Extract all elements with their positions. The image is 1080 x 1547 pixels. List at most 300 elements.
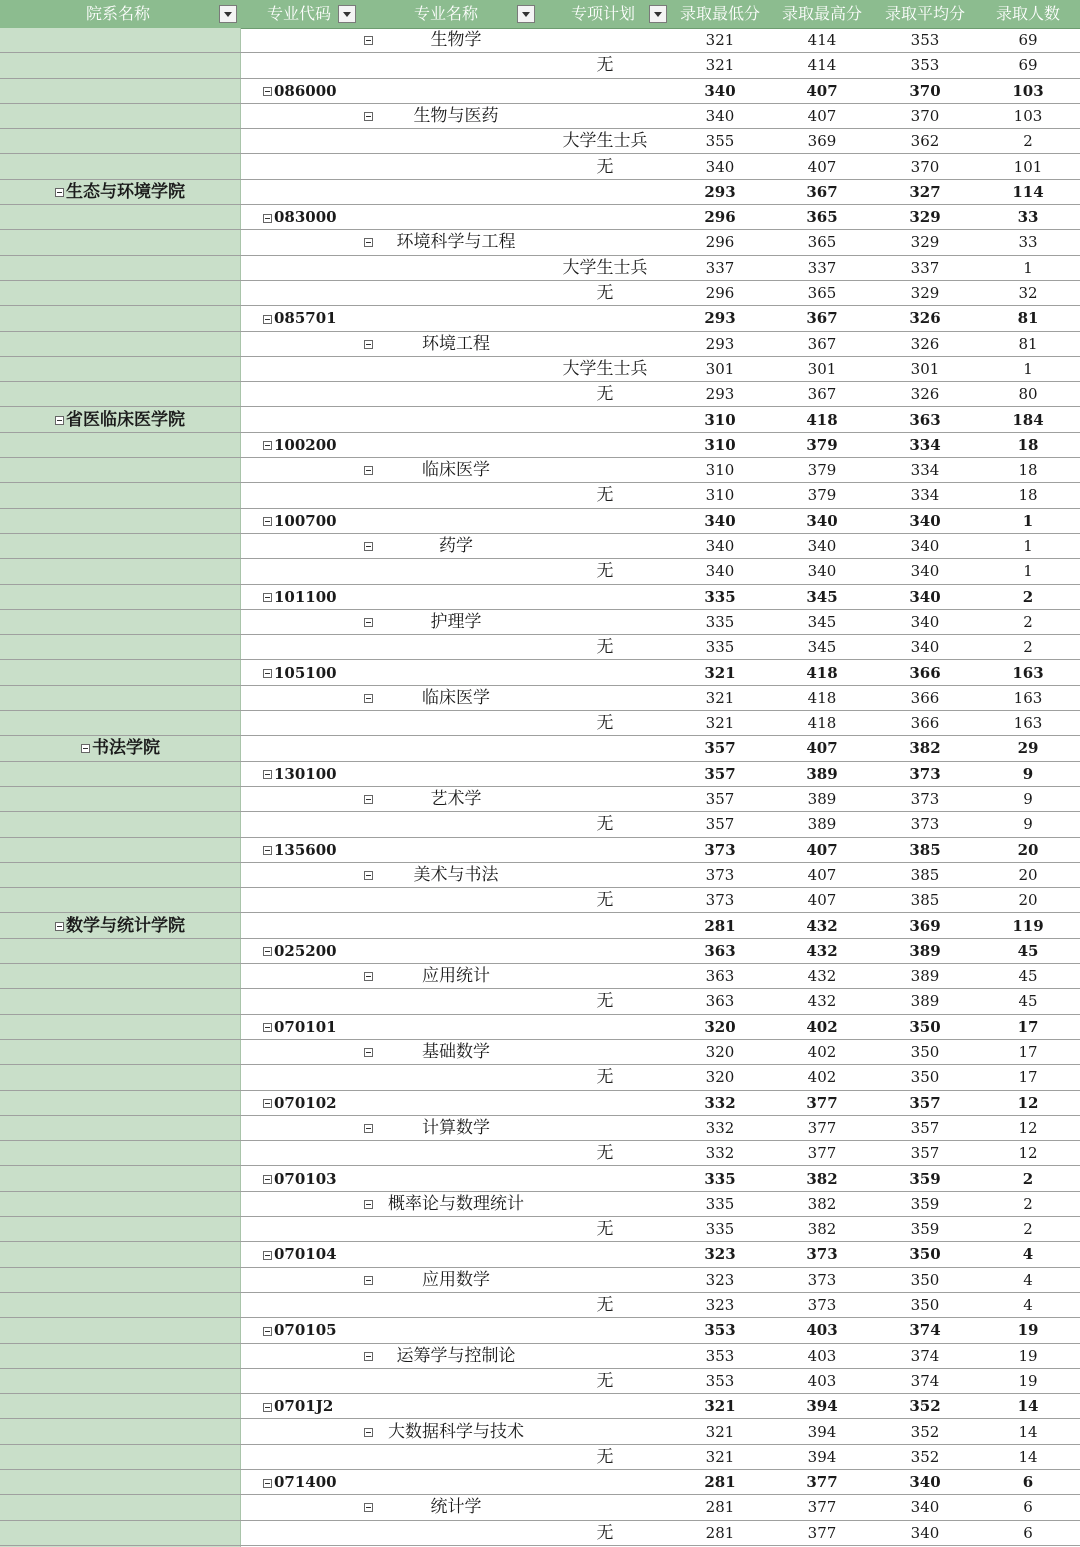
avg-score: 326 xyxy=(909,309,941,328)
major-name: 应用数学 xyxy=(422,1269,490,1290)
max-score: 432 xyxy=(806,916,838,935)
max-score: 407 xyxy=(807,865,837,884)
avg-score: 385 xyxy=(910,891,940,910)
min-score: 320 xyxy=(705,1043,735,1061)
table-row xyxy=(0,964,1080,989)
min-score: 332 xyxy=(705,1144,735,1163)
major-name: 统计学 xyxy=(430,1497,482,1518)
avg-score: 327 xyxy=(909,182,941,201)
special-plan: 无 xyxy=(596,55,614,76)
collapse-toggle-icon[interactable] xyxy=(263,214,272,223)
header-code: 专业代码 xyxy=(267,4,332,23)
min-score: 335 xyxy=(704,587,736,606)
min-score: 373 xyxy=(705,865,735,884)
avg-score: 370 xyxy=(909,81,941,100)
max-score: 340 xyxy=(807,562,837,581)
avg-score: 340 xyxy=(910,537,940,555)
major-code-cell xyxy=(263,661,337,686)
plan-filter-dropdown-icon[interactable] xyxy=(649,5,667,23)
max-score: 418 xyxy=(807,688,837,707)
special-plan-cell xyxy=(545,1369,665,1394)
collapse-toggle-icon[interactable] xyxy=(364,871,373,880)
max-score: 365 xyxy=(806,208,838,227)
max-score: 407 xyxy=(807,157,837,176)
min-score: 335 xyxy=(705,612,735,631)
admit-count: 2 xyxy=(1022,587,1034,606)
min-score: 310 xyxy=(705,486,735,505)
min-score: 363 xyxy=(705,992,735,1011)
admit-count: 184 xyxy=(1012,410,1044,429)
table-row xyxy=(0,205,1080,230)
major-name: 药学 xyxy=(439,536,473,556)
min-score: 320 xyxy=(704,1017,736,1036)
max-score: 414 xyxy=(807,56,837,75)
min-score: 353 xyxy=(704,1321,736,1340)
max-score: 377 xyxy=(807,1498,837,1517)
avg-score: 357 xyxy=(910,1144,940,1163)
major-code-cell xyxy=(263,1318,337,1343)
admit-count: 19 xyxy=(1018,1346,1038,1365)
admit-count: 18 xyxy=(1018,461,1038,480)
major-code: 070101 xyxy=(274,1017,337,1036)
major-code: 071400 xyxy=(274,1473,337,1492)
table-row xyxy=(0,989,1080,1014)
avg-score: 350 xyxy=(910,1043,940,1061)
special-plan-cell xyxy=(545,1445,665,1470)
table-row xyxy=(0,1116,1080,1141)
admit-count: 33 xyxy=(1017,208,1039,227)
collapse-toggle-icon[interactable] xyxy=(55,416,64,425)
table-row xyxy=(0,433,1080,458)
max-score: 394 xyxy=(807,1422,837,1441)
max-score: 432 xyxy=(807,967,837,986)
min-score: 293 xyxy=(705,334,735,353)
min-score: 320 xyxy=(705,1068,735,1087)
table-row xyxy=(0,1015,1080,1040)
major-name-cell xyxy=(376,1495,536,1520)
min-score: 321 xyxy=(705,31,735,49)
admit-count: 20 xyxy=(1018,865,1038,884)
major-code-cell xyxy=(263,585,337,610)
min-score: 321 xyxy=(704,1397,736,1416)
min-score: 373 xyxy=(705,891,735,910)
special-plan: 无 xyxy=(596,156,614,177)
admit-count: 29 xyxy=(1017,739,1039,758)
major-name: 大数据科学与技术 xyxy=(388,1421,524,1442)
collapse-toggle-icon[interactable] xyxy=(263,1175,272,1184)
collapse-toggle-icon[interactable] xyxy=(364,1428,373,1437)
header-min: 录取最低分 xyxy=(680,4,761,23)
major-name-cell xyxy=(376,1268,536,1293)
major-name: 美术与书法 xyxy=(413,864,499,885)
collapse-toggle-icon[interactable] xyxy=(55,188,64,197)
admit-count: 12 xyxy=(1018,1118,1038,1137)
avg-score: 389 xyxy=(910,992,940,1011)
collapse-toggle-icon[interactable] xyxy=(55,922,64,931)
table-row xyxy=(0,180,1080,205)
table-row xyxy=(0,230,1080,255)
collapse-toggle-icon[interactable] xyxy=(263,846,272,855)
major-code-cell xyxy=(263,1091,337,1116)
special-plan: 无 xyxy=(596,814,614,835)
admit-count: 20 xyxy=(1017,840,1039,859)
college-filter-dropdown-icon[interactable] xyxy=(219,5,237,23)
collapse-toggle-icon[interactable] xyxy=(364,972,373,981)
table-row xyxy=(0,686,1080,711)
admit-count: 1 xyxy=(1023,562,1033,581)
special-plan-cell xyxy=(545,281,665,306)
avg-score: 329 xyxy=(909,208,941,227)
table-row xyxy=(0,332,1080,357)
header-row xyxy=(0,0,1080,29)
min-score: 293 xyxy=(704,182,736,201)
special-plan-cell xyxy=(545,357,665,382)
collapse-toggle-icon[interactable] xyxy=(263,1479,272,1488)
major-code: 085701 xyxy=(274,309,337,328)
major-name-cell xyxy=(376,230,536,255)
table-row xyxy=(0,104,1080,129)
min-score: 323 xyxy=(705,1270,735,1289)
collapse-toggle-icon[interactable] xyxy=(263,315,272,324)
avg-score: 359 xyxy=(909,1169,941,1188)
max-score: 394 xyxy=(806,1397,838,1416)
major-filter-dropdown-icon[interactable] xyxy=(517,5,535,23)
admit-count: 81 xyxy=(1017,309,1039,328)
admit-count: 2 xyxy=(1023,612,1033,631)
special-plan: 无 xyxy=(596,1067,614,1088)
avg-score: 385 xyxy=(910,865,940,884)
collapse-toggle-icon[interactable] xyxy=(364,1352,373,1361)
special-plan-cell xyxy=(545,1065,665,1090)
special-plan-cell xyxy=(545,812,665,837)
table-row xyxy=(0,711,1080,736)
major-code: 100700 xyxy=(274,511,337,530)
major-code-cell xyxy=(263,509,337,534)
avg-score: 363 xyxy=(909,410,941,429)
max-score: 407 xyxy=(806,840,838,859)
admit-count: 4 xyxy=(1023,1296,1033,1314)
collapse-toggle-icon[interactable] xyxy=(263,87,272,96)
special-plan: 大学生士兵 xyxy=(562,358,648,379)
table-row xyxy=(0,1091,1080,1116)
college-label xyxy=(0,180,185,205)
max-score: 407 xyxy=(807,891,837,910)
min-score: 357 xyxy=(704,739,736,758)
max-score: 379 xyxy=(806,435,838,454)
collapse-toggle-icon[interactable] xyxy=(364,1503,373,1512)
admit-count: 2 xyxy=(1023,132,1033,151)
max-score: 418 xyxy=(806,663,838,682)
avg-score: 359 xyxy=(910,1220,940,1239)
admit-count: 45 xyxy=(1017,941,1039,960)
collapse-toggle-icon[interactable] xyxy=(263,1403,272,1412)
major-name-cell xyxy=(376,104,536,129)
collapse-toggle-icon[interactable] xyxy=(263,1251,272,1260)
special-plan: 大学生士兵 xyxy=(562,131,648,152)
table-row xyxy=(0,888,1080,913)
avg-score: 340 xyxy=(909,1473,941,1492)
avg-score: 366 xyxy=(910,714,940,733)
collapse-toggle-icon[interactable] xyxy=(364,618,373,627)
admit-count: 2 xyxy=(1022,1169,1034,1188)
min-score: 321 xyxy=(705,688,735,707)
min-score: 281 xyxy=(704,1473,736,1492)
admit-count: 2 xyxy=(1023,1194,1033,1213)
special-plan-cell xyxy=(545,129,665,154)
special-plan-cell xyxy=(545,559,665,584)
collapse-toggle-icon[interactable] xyxy=(263,1023,272,1032)
table-row xyxy=(0,1268,1080,1293)
avg-score: 352 xyxy=(910,1422,940,1441)
major-code-cell xyxy=(263,205,337,230)
college-name: 省医临床医学院 xyxy=(66,409,185,430)
max-score: 403 xyxy=(807,1371,837,1390)
avg-score: 340 xyxy=(910,638,940,657)
collapse-toggle-icon[interactable] xyxy=(81,744,90,753)
max-score: 377 xyxy=(807,1523,837,1542)
avg-score: 334 xyxy=(910,486,940,505)
collapse-toggle-icon[interactable] xyxy=(364,795,373,804)
table-row xyxy=(0,382,1080,407)
special-plan-cell xyxy=(545,382,665,407)
max-score: 345 xyxy=(807,612,837,631)
avg-score: 370 xyxy=(910,157,940,176)
table-row xyxy=(0,1318,1080,1343)
avg-score: 370 xyxy=(910,106,940,125)
major-code: 0701J2 xyxy=(274,1397,334,1416)
min-score: 310 xyxy=(704,410,736,429)
admit-count: 80 xyxy=(1018,385,1038,404)
admit-count: 81 xyxy=(1018,334,1038,353)
major-code-cell xyxy=(263,939,337,964)
avg-score: 352 xyxy=(909,1397,941,1416)
special-plan: 无 xyxy=(596,283,614,303)
major-name-cell xyxy=(376,686,536,711)
min-score: 363 xyxy=(704,941,736,960)
special-plan: 无 xyxy=(596,713,614,734)
major-code: 130100 xyxy=(274,764,337,783)
major-name-cell xyxy=(376,964,536,989)
major-name-cell xyxy=(376,458,536,483)
special-plan-cell xyxy=(545,711,665,736)
major-name-cell xyxy=(376,1344,536,1369)
table-row xyxy=(0,661,1080,686)
max-score: 367 xyxy=(807,385,837,404)
table-row xyxy=(0,155,1080,180)
collapse-toggle-icon[interactable] xyxy=(263,770,272,779)
collapse-toggle-icon[interactable] xyxy=(364,36,373,45)
min-score: 301 xyxy=(705,359,735,378)
major-name: 应用统计 xyxy=(422,966,490,987)
special-plan: 无 xyxy=(596,1522,614,1543)
admit-count: 163 xyxy=(1013,688,1043,707)
table-row xyxy=(0,1394,1080,1419)
major-name: 临床医学 xyxy=(422,460,490,481)
header-avg: 录取平均分 xyxy=(885,4,966,23)
admit-count: 17 xyxy=(1018,1043,1038,1061)
table-row xyxy=(0,914,1080,939)
admit-count: 18 xyxy=(1018,486,1038,505)
table-row xyxy=(0,129,1080,154)
major-code-cell xyxy=(263,1015,337,1040)
major-code-cell xyxy=(263,762,337,787)
table-row xyxy=(0,1040,1080,1065)
major-name-cell xyxy=(376,863,536,888)
college-label xyxy=(0,914,185,939)
collapse-toggle-icon[interactable] xyxy=(263,441,272,450)
collapse-toggle-icon[interactable] xyxy=(364,1200,373,1209)
avg-score: 329 xyxy=(910,233,940,252)
max-score: 402 xyxy=(807,1043,837,1061)
min-score: 335 xyxy=(705,638,735,657)
max-score: 367 xyxy=(807,334,837,353)
table-row xyxy=(0,281,1080,306)
avg-score: 359 xyxy=(910,1194,940,1213)
avg-score: 350 xyxy=(909,1245,941,1264)
major-code: 105100 xyxy=(274,663,337,682)
table-row xyxy=(0,408,1080,433)
major-name-cell xyxy=(376,787,536,812)
collapse-toggle-icon[interactable] xyxy=(263,593,272,602)
admit-count: 114 xyxy=(1012,182,1044,201)
max-score: 340 xyxy=(806,511,838,530)
avg-score: 340 xyxy=(909,511,941,530)
major-code-cell xyxy=(263,1470,337,1495)
special-plan-cell xyxy=(545,1293,665,1318)
collapse-toggle-icon[interactable] xyxy=(364,542,373,551)
table-row xyxy=(0,787,1080,812)
major-name-cell xyxy=(376,28,536,53)
admit-count: 103 xyxy=(1013,106,1043,125)
table-row xyxy=(0,1369,1080,1394)
collapse-toggle-icon[interactable] xyxy=(263,1327,272,1336)
avg-score: 389 xyxy=(910,967,940,986)
min-score: 296 xyxy=(705,233,735,252)
header-college: 院系名称 xyxy=(86,4,151,23)
collapse-toggle-icon[interactable] xyxy=(263,1099,272,1108)
admit-count: 69 xyxy=(1018,31,1038,49)
avg-score: 382 xyxy=(909,739,941,758)
min-score: 357 xyxy=(705,790,735,808)
header-count: 录取人数 xyxy=(996,4,1061,23)
admit-count: 9 xyxy=(1023,790,1033,808)
max-score: 389 xyxy=(807,790,837,808)
min-score: 340 xyxy=(705,537,735,555)
table-row xyxy=(0,559,1080,584)
table-row xyxy=(0,1344,1080,1369)
major-code: 135600 xyxy=(274,840,337,859)
collapse-toggle-icon[interactable] xyxy=(364,1048,373,1057)
max-score: 389 xyxy=(807,815,837,834)
table-row xyxy=(0,1521,1080,1546)
min-score: 281 xyxy=(705,1523,735,1542)
max-score: 418 xyxy=(807,714,837,733)
collapse-toggle-icon[interactable] xyxy=(364,466,373,475)
max-score: 337 xyxy=(807,258,837,277)
admit-count: 163 xyxy=(1012,663,1044,682)
collapse-toggle-icon[interactable] xyxy=(364,1124,373,1133)
max-score: 373 xyxy=(806,1245,838,1264)
admit-count: 1 xyxy=(1022,511,1034,530)
admit-count: 119 xyxy=(1012,916,1044,935)
major-code: 070105 xyxy=(274,1321,337,1340)
collapse-toggle-icon[interactable] xyxy=(364,112,373,121)
max-score: 389 xyxy=(806,764,838,783)
min-score: 340 xyxy=(705,562,735,581)
avg-score: 373 xyxy=(910,815,940,834)
collapse-toggle-icon[interactable] xyxy=(364,238,373,247)
major-name-cell xyxy=(376,1116,536,1141)
max-score: 407 xyxy=(806,81,838,100)
major-code: 070104 xyxy=(274,1245,337,1264)
min-score: 323 xyxy=(705,1296,735,1314)
special-plan: 无 xyxy=(596,485,614,506)
max-score: 382 xyxy=(807,1220,837,1239)
admit-count: 9 xyxy=(1022,764,1034,783)
special-plan: 无 xyxy=(596,1370,614,1391)
collapse-toggle-icon[interactable] xyxy=(364,694,373,703)
avg-score: 326 xyxy=(910,385,940,404)
avg-score: 389 xyxy=(909,941,941,960)
collapse-toggle-icon[interactable] xyxy=(364,1276,373,1285)
major-code: 086000 xyxy=(274,81,337,100)
admit-count: 12 xyxy=(1018,1144,1038,1163)
avg-score: 326 xyxy=(910,334,940,353)
special-plan: 无 xyxy=(596,991,614,1012)
collapse-toggle-icon[interactable] xyxy=(263,669,272,678)
table-row xyxy=(0,1192,1080,1217)
max-score: 432 xyxy=(807,992,837,1011)
min-score: 321 xyxy=(704,663,736,682)
min-score: 353 xyxy=(705,1346,735,1365)
admit-count: 19 xyxy=(1018,1371,1038,1390)
min-score: 355 xyxy=(705,132,735,151)
collapse-toggle-icon[interactable] xyxy=(263,947,272,956)
min-score: 296 xyxy=(705,284,735,302)
table-row xyxy=(0,736,1080,761)
min-score: 321 xyxy=(705,1422,735,1441)
admit-count: 32 xyxy=(1018,284,1038,302)
major-name: 生物与医药 xyxy=(413,105,499,126)
table-row xyxy=(0,306,1080,331)
major-name: 概率论与数理统计 xyxy=(388,1193,524,1214)
collapse-toggle-icon[interactable] xyxy=(263,517,272,526)
min-score: 340 xyxy=(704,81,736,100)
major-name: 临床医学 xyxy=(422,687,490,708)
avg-score: 340 xyxy=(910,1523,940,1542)
major-name-cell xyxy=(376,610,536,635)
table-row xyxy=(0,458,1080,483)
admit-count: 33 xyxy=(1018,233,1038,252)
admit-count: 6 xyxy=(1023,1498,1033,1517)
avg-score: 385 xyxy=(909,840,941,859)
avg-score: 357 xyxy=(909,1093,941,1112)
max-score: 414 xyxy=(807,31,837,49)
major-name: 环境科学与工程 xyxy=(396,232,516,253)
max-score: 345 xyxy=(806,587,838,606)
admit-count: 45 xyxy=(1018,967,1038,986)
collapse-toggle-icon[interactable] xyxy=(364,340,373,349)
admit-count: 9 xyxy=(1023,815,1033,834)
code-filter-dropdown-icon[interactable] xyxy=(338,5,356,23)
table-row xyxy=(0,1141,1080,1166)
major-code-cell xyxy=(263,1167,337,1192)
avg-score: 373 xyxy=(910,790,940,808)
special-plan-cell xyxy=(545,483,665,508)
special-plan-cell xyxy=(545,256,665,281)
admit-count: 2 xyxy=(1023,1220,1033,1239)
min-score: 321 xyxy=(705,1447,735,1466)
